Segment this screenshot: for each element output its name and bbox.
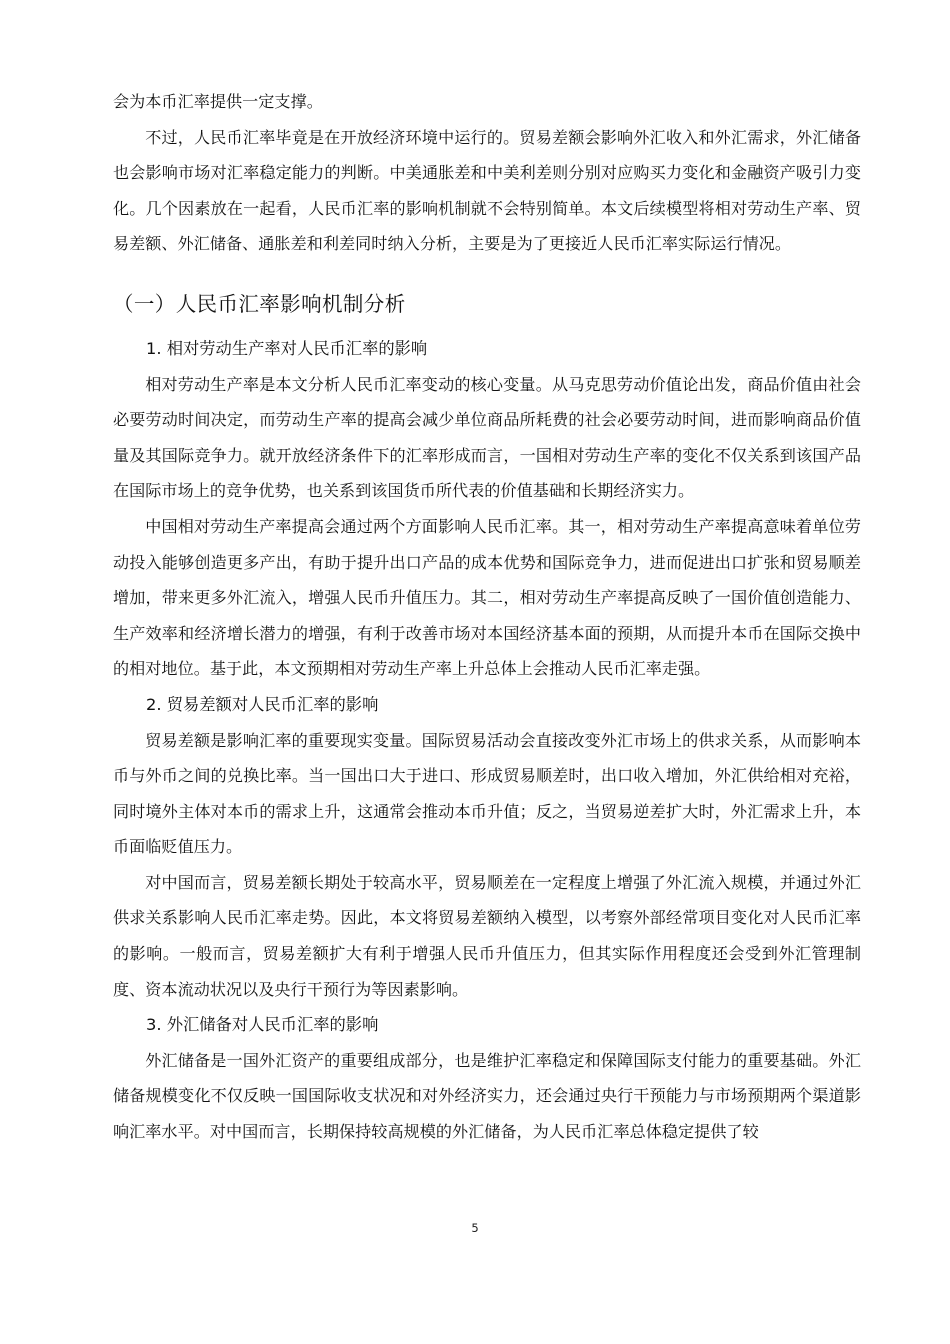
body-paragraph: 外汇储备是一国外汇资产的重要组成部分，也是维护汇率稳定和保障国际支付能力的重要基础。外汇储备规模变化不仅反映一国国际收支状况和对外经济实力，还会通过央行干预能力与市场预期两个渠道影响汇率水平。对中国而言，长期保持较高规模的外汇储备，为人民币汇率总体稳定提供了较 [113, 1050, 861, 1142]
subsection-heading-1: 1. 相对劳动生产率对人民币汇率的影响 [146, 338, 428, 358]
body-paragraph: 相对劳动生产率是本文分析人民币汇率变动的核心变量。从马克思劳动价值论出发，商品价值由社会必要劳动时间决定，而劳动生产率的提高会减少单位商品所耗费的社会必要劳动时间，进而影响商品价值量及其国际竞争力。就开放经济条件下的汇率形成而言，一国相对劳动生产率的变化不仅关系到该国产品在国际市场上的竞争优势，也关系到该国货币所代表的价值基础和长期经济实力。 [113, 374, 861, 501]
page-number: 5 [471, 1221, 479, 1235]
page-content [113, 84, 861, 1150]
subsection-heading-3: 3. 外汇储备对人民币汇率的影响 [146, 1015, 379, 1035]
continuation-paragraph: 会为本币汇率提供一定支撑。 [113, 92, 323, 111]
body-paragraph: 不过，人民币汇率毕竟是在开放经济环境中运行的。贸易差额会影响外汇收入和外汇需求，外汇储备也会影响市场对汇率稳定能力的判断。中美通胀差和中美利差则分别对应购买力变化和金融资产吸引力变化。几个因素放在一起看，人民币汇率的影响机制就不会特别简单。本文后续模型将相对劳动生产率、贸易差额、外汇储备、通胀差和利差同时纳入分析，主要是为了更接近人民币汇率实际运行情况。 [113, 127, 861, 254]
section-heading: （一）人民币汇率影响机制分析 [113, 291, 406, 316]
body-paragraph: 对中国而言，贸易差额长期处于较高水平，贸易顺差在一定程度上增强了外汇流入规模，并通过外汇供求关系影响人民币汇率走势。因此，本文将贸易差额纳入模型，以考察外部经常项目变化对人民币汇率的影响。一般而言，贸易差额扩大有利于增强人民币升值压力，但其实际作用程度还会受到外汇管理制度、资本流动状况以及央行干预行为等因素影响。 [113, 872, 861, 999]
body-paragraph: 贸易差额是影响汇率的重要现实变量。国际贸易活动会直接改变外汇市场上的供求关系，从而影响本币与外币之间的兑换比率。当一国出口大于进口、形成贸易顺差时，出口收入增加，外汇供给相对充裕，同时境外主体对本币的需求上升，这通常会推动本币升值；反之，当贸易逆差扩大时，外汇需求上升，本币面临贬值压力。 [113, 730, 861, 857]
body-paragraph: 中国相对劳动生产率提高会通过两个方面影响人民币汇率。其一，相对劳动生产率提高意味着单位劳动投入能够创造更多产出，有助于提升出口产品的成本优势和国际竞争力，进而促进出口扩张和贸易顺差增加，带来更多外汇流入，增强人民币升值压力。其二，相对劳动生产率提高反映了一国价值创造能力、生产效率和经济增长潜力的增强，有利于改善市场对本国经济基本面的预期，从而提升本币在国际交换中的相对地位。基于此，本文预期相对劳动生产率上升总体上会推动人民币汇率走强。 [113, 516, 861, 679]
subsection-heading-2: 2. 贸易差额对人民币汇率的影响 [146, 694, 379, 714]
